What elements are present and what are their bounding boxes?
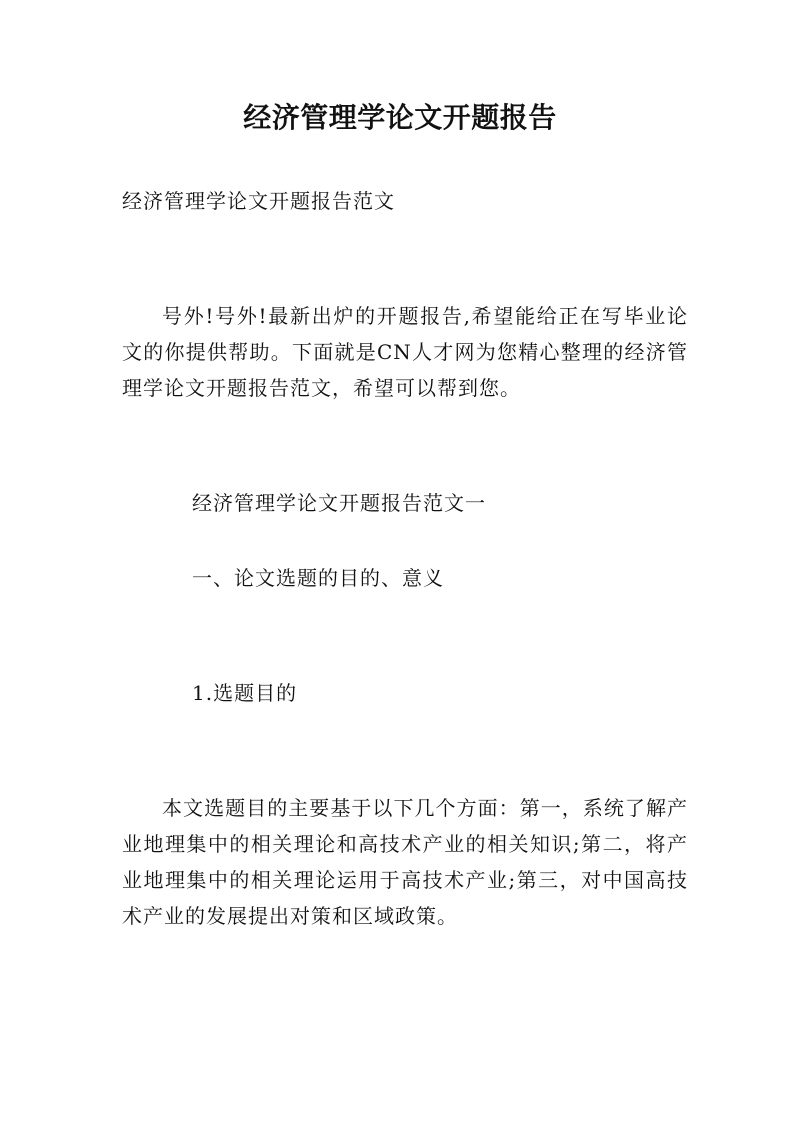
- body-text: 本文选题目的主要基于以下几个方面：第一，系统了解产业地理集中的相关理论和高技术产业的相关知识;第二，将产业地理集中的相关理论运用于高技术产业;第三，对中国高技术产业的发展提出对策和区域政策。: [122, 796, 688, 928]
- sub-heading: 1.选题目的: [192, 681, 298, 705]
- body-paragraph: [122, 790, 688, 934]
- section-heading: 经济管理学论文开题报告范文一: [192, 491, 486, 515]
- document-title: 经济管理学论文开题报告: [243, 101, 557, 134]
- intro-paragraph: [122, 298, 688, 406]
- document-subtitle: 经济管理学论文开题报告范文: [122, 189, 395, 213]
- intro-text: 号外!号外!最新出炉的开题报告,希望能给正在写毕业论文的你提供帮助。下面就是CN人才网为您精心整理的经济管理学论文开题报告范文，希望可以帮到您。: [122, 304, 688, 400]
- part-heading: 一、论文选题的目的、意义: [192, 566, 444, 590]
